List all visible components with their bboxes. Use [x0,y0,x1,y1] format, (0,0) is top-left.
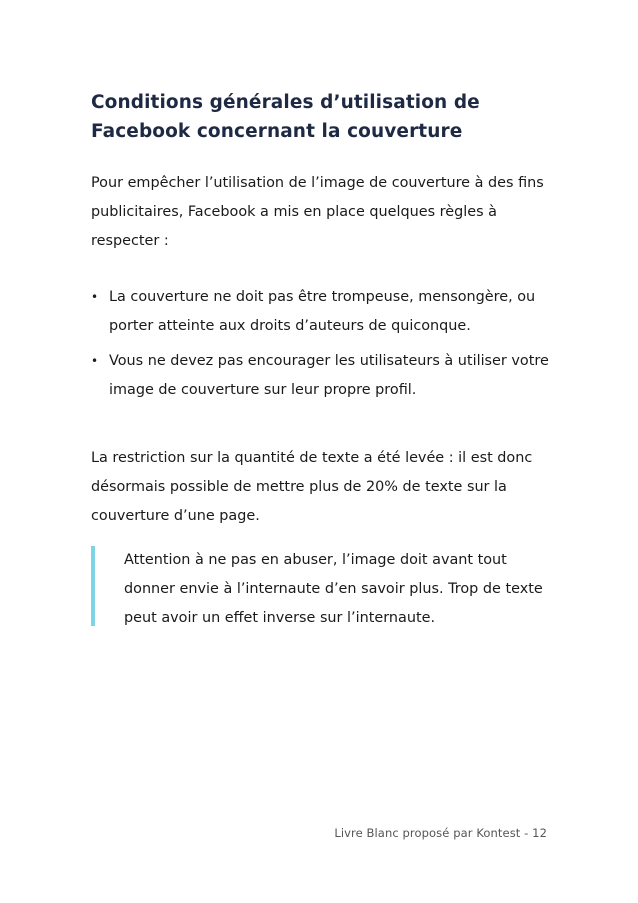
callout-text: Attention à ne pas en abuser, l’image doit avant tout donner envie à l’internaute d’en savoir plus. Trop de texte peut avoir un effet inverse sur l’internaute. [124,552,543,626]
callout-quote [91,546,561,633]
section-heading-line-1: Conditions générales d’utilisation de [91,92,480,113]
intro-paragraph: Pour empêcher l’utilisation de l’image de couverture à des fins publicitaires, Facebook a mis en place quelques règles à respecter : [91,175,544,249]
section-heading [91,88,561,146]
callout-accent-bar [91,546,95,626]
section-heading-line-2: Facebook concernant la couverture [91,121,463,142]
bullet-icon: • [91,290,99,304]
bullet-icon: • [91,354,99,368]
rules-list [91,283,561,405]
rule-item [91,283,561,341]
document-page [91,88,561,633]
rule-text: La couverture ne doit pas être trompeuse, mensongère, ou porter atteinte aux droits d’auteurs de quiconque. [109,289,536,334]
restriction-paragraph: La restriction sur la quantité de texte a été levée : il est donc désormais possible de mettre plus de 20% de texte sur la couverture d’une page. [91,450,533,524]
rule-item [91,347,561,405]
page-footer: Livre Blanc proposé par Kontest - 12 [334,826,547,840]
rule-text: Vous ne devez pas encourager les utilisateurs à utiliser votre image de couverture sur leur propre profil. [109,353,549,398]
